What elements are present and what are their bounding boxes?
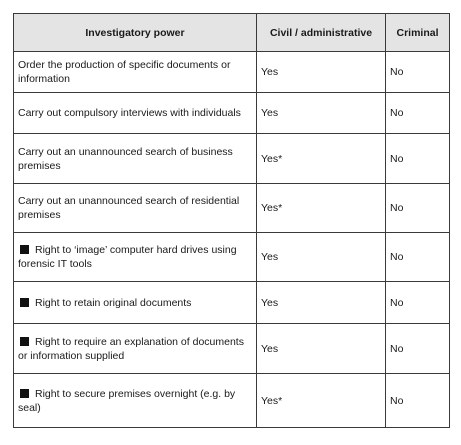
power-cell bbox=[14, 184, 257, 233]
header-row bbox=[14, 14, 450, 52]
power-text: Order the production of specific documents or information bbox=[18, 59, 231, 85]
power-text: Right to require an explanation of documents or information supplied bbox=[18, 335, 244, 362]
header-civil-administrative: Civil / administrative bbox=[257, 14, 386, 52]
criminal-value: No bbox=[386, 282, 450, 324]
power-text: Right to retain original documents bbox=[35, 296, 192, 309]
power-cell bbox=[14, 93, 257, 134]
table-row bbox=[14, 374, 450, 428]
table-header bbox=[14, 14, 450, 52]
civil-value: Yes bbox=[257, 93, 386, 134]
black-square-bullet-icon bbox=[20, 298, 29, 307]
power-cell bbox=[14, 282, 257, 324]
civil-value: Yes bbox=[257, 233, 386, 282]
table-row bbox=[14, 184, 450, 233]
criminal-value: No bbox=[386, 134, 450, 184]
black-square-bullet-icon bbox=[20, 389, 29, 398]
criminal-value: No bbox=[386, 233, 450, 282]
power-text: Right to ‘image’ computer hard drives using forensic IT tools bbox=[18, 244, 237, 270]
investigatory-powers-table bbox=[13, 13, 450, 428]
power-cell bbox=[14, 134, 257, 184]
criminal-value: No bbox=[386, 324, 450, 374]
civil-value: Yes bbox=[257, 324, 386, 374]
table-body bbox=[14, 52, 450, 428]
table-row bbox=[14, 52, 450, 93]
table-row bbox=[14, 324, 450, 374]
civil-value: Yes bbox=[257, 52, 386, 93]
table-row bbox=[14, 282, 450, 324]
criminal-value: No bbox=[386, 184, 450, 233]
civil-value: Yes* bbox=[257, 184, 386, 233]
header-investigatory-power: Investigatory power bbox=[14, 14, 257, 52]
black-square-bullet-icon bbox=[20, 245, 29, 254]
power-text: Carry out an unannounced search of business premises bbox=[18, 145, 233, 172]
criminal-value: No bbox=[386, 93, 450, 134]
power-cell bbox=[14, 374, 257, 428]
civil-value: Yes bbox=[257, 282, 386, 324]
civil-value: Yes* bbox=[257, 134, 386, 184]
header-criminal: Criminal bbox=[386, 14, 450, 52]
power-text: Carry out compulsory interviews with individuals bbox=[18, 107, 241, 119]
black-square-bullet-icon bbox=[20, 337, 29, 346]
civil-value: Yes* bbox=[257, 374, 386, 428]
criminal-value: No bbox=[386, 374, 450, 428]
criminal-value: No bbox=[386, 52, 450, 93]
table-row bbox=[14, 233, 450, 282]
power-cell bbox=[14, 233, 257, 282]
power-text: Right to secure premises overnight (e.g. by seal) bbox=[18, 387, 236, 414]
table-row bbox=[14, 93, 450, 134]
power-cell bbox=[14, 324, 257, 374]
power-text: Carry out an unannounced search of residential premises bbox=[18, 195, 240, 221]
table-row bbox=[14, 134, 450, 184]
power-cell bbox=[14, 52, 257, 93]
